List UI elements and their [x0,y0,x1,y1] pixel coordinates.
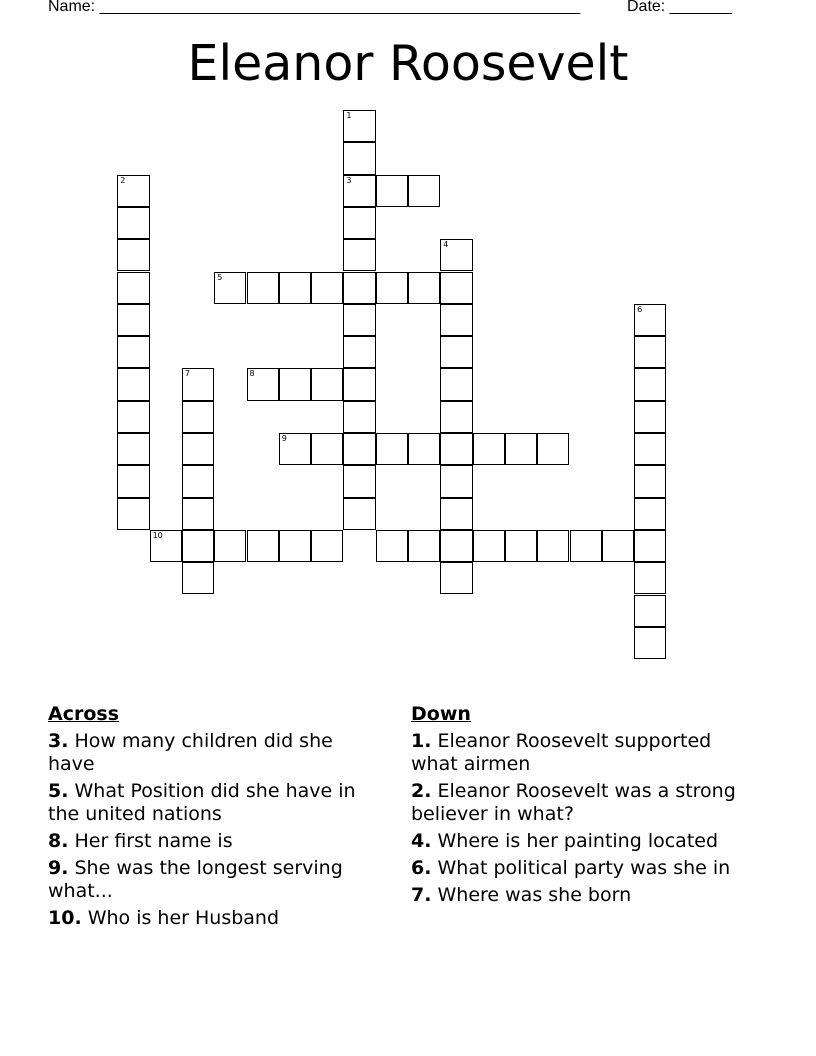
grid-cell[interactable] [634,368,666,400]
grid-cell[interactable] [343,175,375,207]
grid-cell[interactable] [247,272,279,304]
grid-cell[interactable] [279,530,311,562]
grid-cell[interactable] [440,465,472,497]
grid-cell[interactable] [440,433,472,465]
grid-cell[interactable] [279,368,311,400]
across-clue-list [48,730,378,930]
grid-cell[interactable] [440,498,472,530]
down-clue [411,884,756,907]
grid-cell[interactable] [343,465,375,497]
clue-number: 1. [411,730,432,752]
grid-cell[interactable] [634,336,666,368]
grid-cell[interactable] [376,433,408,465]
grid-cell[interactable] [440,336,472,368]
grid-cell[interactable] [440,401,472,433]
grid-cell[interactable] [117,401,149,433]
grid-cell[interactable] [247,530,279,562]
grid-cell[interactable] [343,239,375,271]
grid-cell[interactable] [634,530,666,562]
grid-cell[interactable] [537,433,569,465]
grid-cell[interactable] [343,110,375,142]
grid-cell[interactable] [117,433,149,465]
grid-cell[interactable] [311,530,343,562]
grid-cell[interactable] [505,433,537,465]
grid-cell[interactable] [376,272,408,304]
across-heading: Across [48,703,120,725]
grid-cell[interactable] [343,433,375,465]
clue-text: Where is her painting located [431,830,719,852]
grid-cell[interactable] [117,304,149,336]
across-clues [48,702,378,934]
grid-cell[interactable] [343,207,375,239]
down-clue-list [411,730,756,907]
grid-cell[interactable] [117,175,149,207]
grid-cell[interactable] [634,304,666,336]
grid-cell[interactable] [182,433,214,465]
grid-cell[interactable] [473,530,505,562]
grid-cell[interactable] [634,562,666,594]
grid-cell[interactable] [117,368,149,400]
clue-number: 9. [48,857,69,879]
grid-cell[interactable] [279,272,311,304]
grid-cell[interactable] [247,368,279,400]
cell-number: 2 [120,175,126,185]
grid-cell[interactable] [214,272,246,304]
grid-cell[interactable] [408,272,440,304]
clue-text: Where was she born [431,884,632,906]
grid-cell[interactable] [376,530,408,562]
grid-cell[interactable] [602,530,634,562]
grid-cell[interactable] [473,433,505,465]
across-clue [48,907,378,930]
down-clue [411,730,756,776]
clue-number: 8. [48,830,69,852]
grid-cell[interactable] [343,368,375,400]
clue-text: Eleanor Roosevelt was a strong believer in what? [411,780,736,825]
grid-cell[interactable] [440,239,472,271]
grid-cell[interactable] [343,336,375,368]
clue-text: She was the longest serving what... [48,857,343,902]
date-field-label: Date: _______ [627,0,732,15]
cell-number: 7 [184,369,190,379]
down-heading: Down [411,703,471,725]
clue-number: 5. [48,780,69,802]
grid-cell[interactable] [408,433,440,465]
down-clue [411,780,756,826]
cell-number: 1 [346,111,352,120]
across-clue [48,780,378,826]
across-clue [48,857,378,903]
clue-text: Her first name is [68,830,233,852]
grid-cell[interactable] [182,368,214,400]
grid-cell[interactable] [634,627,666,659]
grid-cell[interactable] [634,433,666,465]
grid-cell[interactable] [182,530,214,562]
clue-text: Eleanor Roosevelt supported what airmen [411,730,712,775]
grid-cell[interactable] [279,433,311,465]
cell-number: 3 [346,175,352,185]
clue-text: What political party was she in [431,857,731,879]
grid-cell[interactable] [182,498,214,530]
grid-cell[interactable] [343,142,375,174]
grid-cell[interactable] [634,401,666,433]
clue-number: 2. [411,780,432,802]
grid-cell[interactable] [117,465,149,497]
grid-cell[interactable] [343,498,375,530]
grid-cell[interactable] [570,530,602,562]
name-field-label: Name: ______________________________________________________ [48,0,581,15]
grid-cell[interactable] [150,530,182,562]
cell-number: 8 [249,369,255,379]
grid-cell[interactable] [537,530,569,562]
down-clue [411,830,756,853]
clue-number: 6. [411,857,432,879]
grid-cell[interactable] [311,272,343,304]
down-clue [411,857,756,880]
grid-cell[interactable] [182,562,214,594]
grid-cell[interactable] [634,465,666,497]
grid-cell[interactable] [408,175,440,207]
grid-cell[interactable] [343,304,375,336]
grid-cell[interactable] [117,239,149,271]
grid-cell[interactable] [440,272,472,304]
across-clue [48,830,378,853]
grid-cell[interactable] [440,562,472,594]
page-title: Eleanor Roosevelt [187,35,629,92]
grid-cell[interactable] [182,465,214,497]
grid-cell[interactable] [182,401,214,433]
grid-cell[interactable] [117,498,149,530]
grid-cell[interactable] [634,595,666,627]
clue-text: What Position did she have in the united nations [48,780,356,825]
grid-cell[interactable] [408,530,440,562]
cell-number: 5 [217,272,223,282]
grid-cell[interactable] [505,530,537,562]
across-clue [48,730,378,776]
cell-number: 6 [637,304,643,314]
clue-number: 10. [48,907,82,929]
grid-cell[interactable] [117,272,149,304]
grid-cell[interactable] [343,272,375,304]
grid-cell[interactable] [343,401,375,433]
clue-number: 3. [48,730,69,752]
clue-text: How many children did she have [48,730,333,775]
grid-cell[interactable] [117,207,149,239]
clue-text: Who is her Husband [81,907,280,929]
grid-cell[interactable] [376,175,408,207]
cell-number: 4 [443,240,449,250]
grid-cell[interactable] [634,498,666,530]
grid-cell[interactable] [440,304,472,336]
clue-number: 4. [411,830,432,852]
cell-number: 10 [152,530,163,540]
grid-cell[interactable] [214,530,246,562]
cell-number: 9 [281,434,287,443]
grid-cell[interactable] [311,433,343,465]
grid-cell[interactable] [311,368,343,400]
down-clues [411,702,756,911]
grid-cell[interactable] [117,336,149,368]
clue-number: 7. [411,884,432,906]
grid-cell[interactable] [440,530,472,562]
grid-cell[interactable] [440,368,472,400]
